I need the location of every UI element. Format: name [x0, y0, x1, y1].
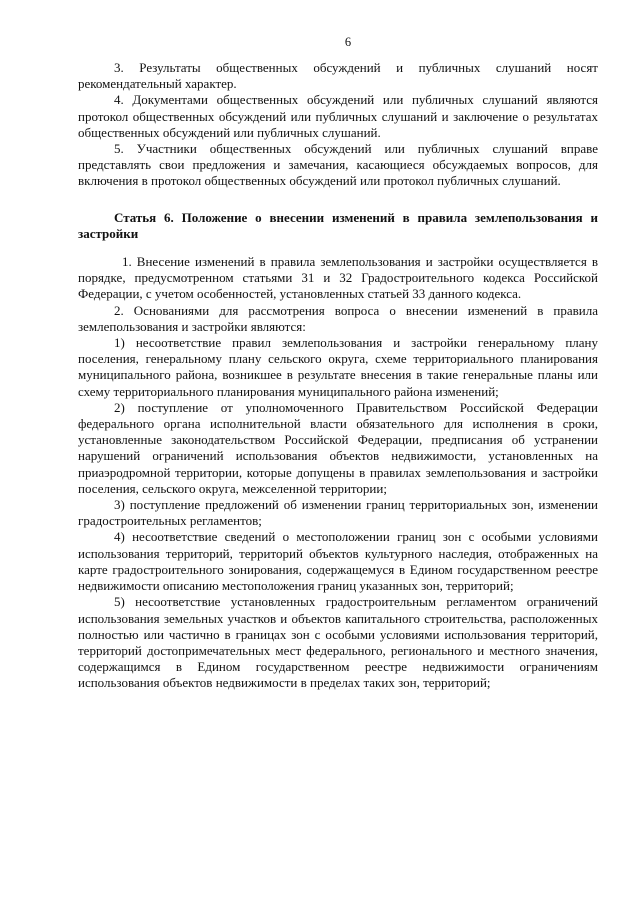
paragraph-results: 3. Результаты общественных обсуждений и публичных слушаний носят рекомендательный характер.: [78, 60, 598, 92]
paragraph-item-2: 2. Основаниями для рассмотрения вопроса о внесении изменений в правила землепользования и застройки являются:: [78, 302, 598, 334]
paragraph-subitem-5: 5) несоответствие установленных градостроительным регламентом ограничений использования земельных участков и объектов капитального строительства, расположенных полностью или частично в границах зон с особыми условиями использования территорий, территорий достопримечательных мест федерального, регионального и местного значения, содержащимся в Едином государственном реестре недвижимости ограничениям использования объектов недвижимости в пределах таких зон, территорий;: [78, 594, 598, 691]
paragraph-subitem-4: 4) несоответствие сведений о местоположении границ зон с особыми условиями использования территорий, территорий объектов культурного наследия, отображенных на карте градостроительного зонирования, содержащемуся в Едином государственном реестре недвижимости описанию местоположения границ указанных зон, территорий;: [78, 529, 598, 594]
paragraph-subitem-3: 3) поступление предложений об изменении границ территориальных зон, изменении градостроительных регламентов;: [78, 497, 598, 529]
paragraph-documents: 4. Документами общественных обсуждений или публичных слушаний являются протокол общественных обсуждений или публичных слушаний и заключение о результатах общественных обсуждений или публичных слушаний.: [78, 92, 598, 140]
paragraph-subitem-1: 1) несоответствие правил землепользования и застройки генеральному плану поселения, генеральному плану сельского округа, схеме территориального планирования муниципального района, возникшее в результате внесения в такие генеральные планы или схему территориального планирования муниципального района изменений;: [78, 335, 598, 399]
article-heading: Статья 6. Положение о внесении изменений в правила землепользования и застройки: [78, 209, 598, 241]
paragraph-participants: 5. Участники общественных обсуждений или публичных слушаний вправе представлять свои предложения и замечания, касающиеся обсуждаемых вопросов, для включения в протокол общественных обсуждений или протокол публичных слушаний.: [78, 141, 598, 189]
page-number: 6: [344, 35, 352, 49]
paragraph-subitem-2: 2) поступление от уполномоченного Правительством Российской Федерации федерального органа исполнительной власти обязательного для исполнения в сроки, установленные законодательством Российской Федерации, предписания об устранении нарушений ограничений использования объектов недвижимости, установленных на приаэродромной территории, которые допущены в правилах землепользования и застройки поселения, сельского округа, межселенной территории;: [78, 399, 598, 496]
paragraph-item-1: 1. Внесение изменений в правила землепользования и застройки осуществляется в порядке, предусмотренном статьями 31 и 32 Градостроительного кодекса Российской Федерации, с учетом особенностей, установленных статьей 33 данного кодекса.: [78, 254, 598, 302]
